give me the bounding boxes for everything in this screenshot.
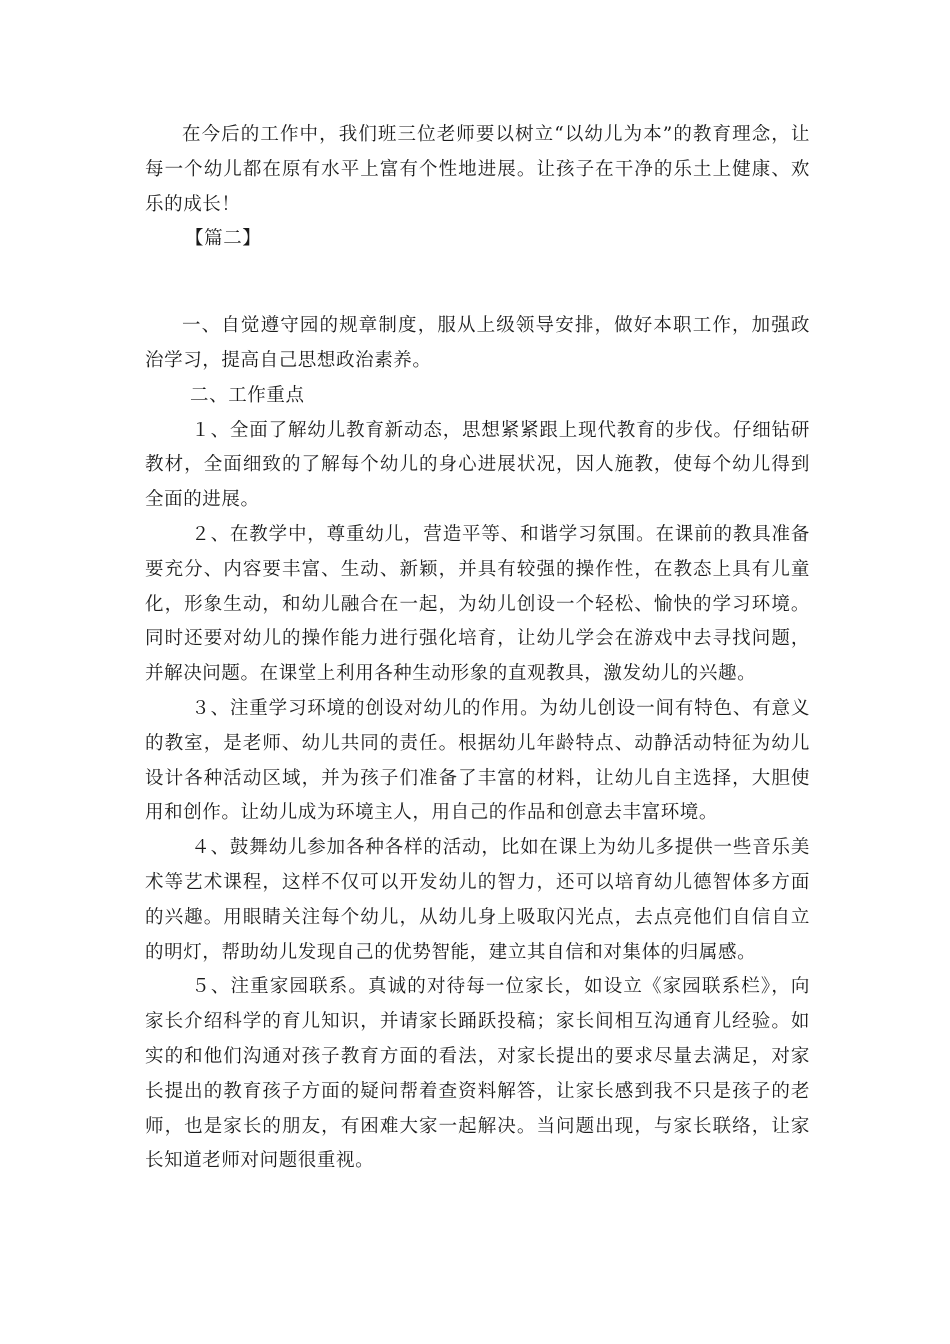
section-two-heading: 二、工作重点	[190, 384, 305, 406]
intro-paragraph: 在今后的工作中，我们班三位老师要以树立“以幼儿为本”的教育理念，让每一个幼儿都在原有水平上富有个性地进展。让孩子在干净的乐土上健康、欢乐的成长！	[145, 124, 810, 215]
work-item-5: ５、注重家园联系。真诚的对待每一位家长，如设立《家园联系栏》，向家长介绍科学的育儿知识，并请家长踊跃投稿；家长间相互沟通育儿经验。如实的和他们沟通对孩子教育方面的看法，对家长提出的要求尽量去满足，对家长提出的教育孩子方面的疑问帮着查资料解答，让家长感到我不只是孩子的老师，也是家长的朋友，有困难大家一起解决。当问题出现，与家长联络，让家长知道老师对问题很重视。	[145, 976, 810, 1172]
work-item-2: ２、在教学中，尊重幼儿，营造平等、和谐学习氛围。在课前的教具准备要充分、内容要丰富、生动、新颖，并具有较强的操作性，在教态上具有儿童化，形象生动，和幼儿融合在一起，为幼儿创设一个轻松、愉快的学习环境。同时还要对幼儿的操作能力进行强化培育，让幼儿学会在游戏中去寻找问题，并解决问题。在课堂上利用各种生动形象的直观教具，激发幼儿的兴趣。	[145, 523, 810, 685]
work-item-3: ３、注重学习环境的创设对幼儿的作用。为幼儿创设一间有特色、有意义的教室，是老师、幼儿共同的责任。根据幼儿年龄特点、动静活动特征为幼儿设计各种活动区域，并为孩子们准备了丰富的材料，让幼儿自主选择，大胆使用和创作。让幼儿成为环境主人，用自己的作品和创意去丰富环境。	[145, 697, 810, 824]
work-item-4: ４、鼓舞幼儿参加各种各样的活动，比如在课上为幼儿多提供一些音乐美术等艺术课程，这样不仅可以开发幼儿的智力，还可以培育幼儿德智体多方面的兴趣。用眼睛关注每个幼儿，从幼儿身上吸取闪光点，去点亮他们自信自立的明灯，帮助幼儿发现自己的优势智能，建立其自信和对集体的归属感。	[145, 837, 810, 963]
document-page	[145, 118, 810, 1179]
work-item-1: １、全面了解幼儿教育新动态，思想紧紧跟上现代教育的步伐。仔细钻研教材，全面细致的了解每个幼儿的身心进展状况，因人施教，使每个幼儿得到全面的进展。	[145, 419, 810, 511]
part-heading: 【篇二】	[185, 228, 262, 250]
section-one-paragraph: 一、自觉遵守园的规章制度，服从上级领导安排，做好本职工作，加强政治学习，提高自己思想政治素养。	[145, 315, 810, 371]
